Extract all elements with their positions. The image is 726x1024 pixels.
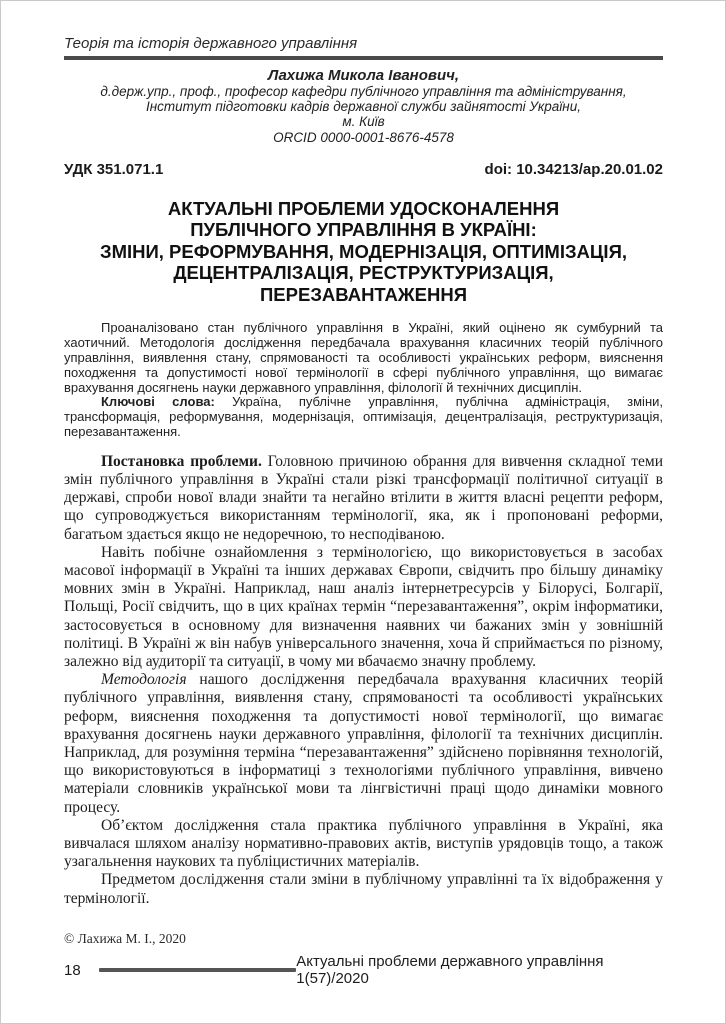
author-city: м. Київ (342, 114, 385, 130)
keywords-label: Ключові слова: (101, 394, 215, 410)
author-institution: Інститут підготовки кадрів державної служби зайнятості України, (145, 99, 581, 115)
udk-code: УДК 351.071.1 (64, 160, 164, 178)
article-title-line: ПЕРЕЗАВАНТАЖЕННЯ (260, 283, 467, 305)
journal-title: Актуальні проблеми державного управління 1(57)/2020 (296, 953, 604, 987)
footer-row (64, 953, 661, 987)
copyright-notice: © Лахижа М. І., 2020 (64, 931, 186, 946)
paragraph-lead: Постановка проблеми. (101, 452, 262, 470)
paragraph-lead: Методологія (101, 671, 187, 689)
keywords-paragraph (64, 395, 663, 439)
page-number: 18 (64, 961, 81, 979)
article-title-line: ПУБЛІЧНОГО УПРАВЛІННЯ В УКРАЇНІ: (190, 219, 537, 241)
running-head: Теорія та історія державного управління (64, 35, 663, 60)
page-footer (64, 931, 661, 987)
paragraph-object: Об’єктом дослідження стала практика публічного управління в Україні, яка вивчалася шляхом аналізу нормативно-правових актів, виступів урядовців тощо, а також узагальнення наукових та публіцистичних матеріалів. (64, 816, 663, 871)
footer-rule (99, 968, 297, 972)
article-title-line: ЗМІНИ, РЕФОРМУВАННЯ, МОДЕРНІЗАЦІЯ, ОПТИМІЗАЦІЯ, (99, 240, 627, 262)
doi-code: doi: 10.34213/ap.20.01.02 (484, 160, 663, 178)
paragraph-text: Головною причиною обрання для вивчення складної теми змін публічного управління в Україні стали різкі трансформації політичної ситуації в державі, спроби нової влади знайти та негайно втілити в життя власні рецепти реформ, що супроводжується використанням термінології, яка, як і пропоновані реформи, багатьом здається якщо не недоречною, то несподіваною. (64, 452, 663, 543)
paragraph-subject: Предметом дослідження стали зміни в публічному управлінні та їх відображення у термінології. (64, 871, 663, 907)
abstract-block (64, 321, 663, 439)
keywords-text: Україна, публічне управління, публічна адміністрація, зміни, трансформація, реформування, модернізація, оптимізація, децентралізація, реструктуризація, перезавантаження. (64, 394, 663, 439)
udk-doi-row (64, 161, 663, 178)
abstract-text: Проаналізовано стан публічного управління в Україні, який оцінено як сумбурний та хаотичний. Методологія дослідження передбачала врахування класичних теорій публічного управління, виявлення стану, спрямованості та особливості українських реформ, вияснення походження та допустимості нової термінології в сфері публічного управління, що вимагає врахування досягнень науки державного управління, філології й технічних дисциплін. (64, 320, 663, 395)
author-block (64, 67, 663, 145)
article-title (64, 198, 663, 306)
article-title-line: ДЕЦЕНТРАЛІЗАЦІЯ, РЕСТРУКТУРИЗАЦІЯ, (173, 262, 554, 284)
paragraph-terminology: Навіть побічне ознайомлення з термінологією, що використовується в засобах масової інформації в Україні та інших державах Європи, свідчить про більшу динаміку мовних змін в Україні. Наприклад, наш аналіз інтернетресурсів у Білорусі, Болгарії, Польщі, Росії свідчить, що в цих країнах термін “перезавантаження”, окрім інформатики, застосовується в основному для визначення наявних чи бажаних змін у зовнішній політиці. В Україні ж він набув універсального значення, хоча й сприймається по різному, залежно від аудиторії та ситуації, в чому ми вбачаємо значну проблему. (64, 543, 663, 670)
paragraph-text: нашого дослідження передбачала врахування класичних теорій публічного управління, виявлення стану, спрямованості та особливості українських реформ, вияснення походження та допустимості нової термінології, що вимагає врахування досягнень науки державного управління, філології та технічних дисциплін. Наприклад, для розуміння терміна “перезавантаження” здійснено порівняння технологій, що використовуються в інформатиці з технологіями публічного управління, вивчено матеріали словників української мови та лінгвістичні праці щодо динаміки мовного процесу. (64, 671, 663, 816)
author-orcid: ORCID 0000-0001-8676-4578 (273, 129, 454, 145)
author-affiliation: д.держ.упр., проф., професор кафедри публічного управління та адміністрування, (100, 84, 627, 99)
paragraph-problem-statement (64, 453, 663, 544)
author-name: Лахижа Микола Іванович, (267, 67, 460, 84)
paragraph-methodology (64, 671, 663, 817)
article-title-line: АКТУАЛЬНІ ПРОБЛЕМИ УДОСКОНАЛЕННЯ (167, 197, 560, 219)
article-body (64, 453, 663, 908)
